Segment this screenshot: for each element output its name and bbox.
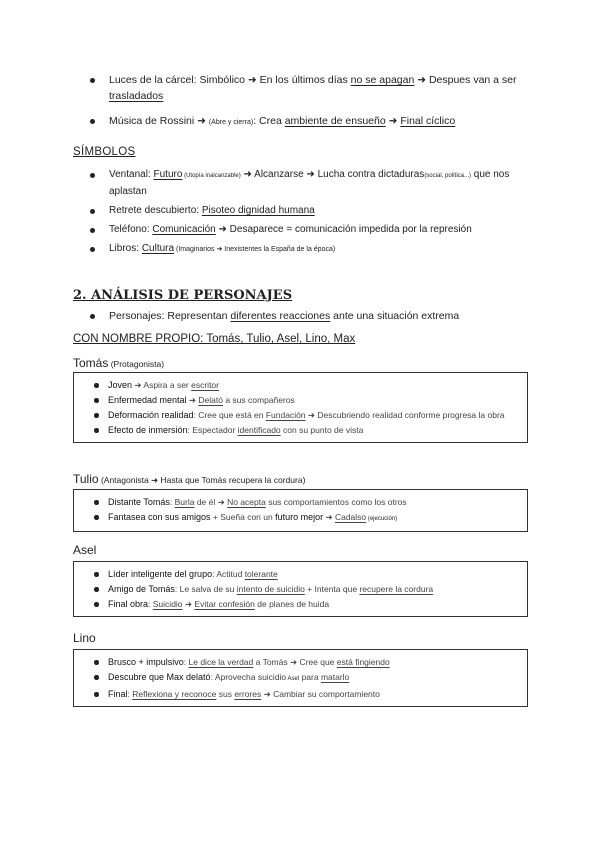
list-item: Teléfono: Comunicación ➜ Desaparece = comunicación impedida por la represión bbox=[90, 222, 540, 237]
character-box-tomas bbox=[73, 372, 528, 443]
named-characters-heading: CON NOMBRE PROPIO: Tomás, Tulio, Asel, Lino, Max bbox=[73, 333, 356, 345]
list-item: Final obra: Suicidio ➜ Evitar confesión de planes de huida bbox=[94, 597, 517, 612]
item-label: Luces de la cárcel bbox=[109, 74, 194, 86]
scenography-list bbox=[90, 72, 560, 140]
item-label: Música de Rossini bbox=[109, 115, 195, 127]
list-item: Descubre que Max delató: Aprovecha suicidio Asel para matarlo bbox=[94, 670, 517, 687]
list-item: Amigo de Tomás: Le salva de su intento de suicidio + Intenta que recupere la cordura bbox=[94, 582, 517, 597]
symbols-list bbox=[90, 167, 540, 261]
list-item: Música de Rossini ➜ (Abre y cierra): Crea ambiente de ensueño ➜ Final cíclico bbox=[90, 113, 560, 131]
list-item: Personajes: Representan diferentes reacciones ante una situación extrema bbox=[90, 308, 530, 324]
analysis-heading: 2. ANÁLISIS DE PERSONAJES bbox=[73, 288, 293, 303]
character-heading-asel: Asel bbox=[73, 543, 97, 557]
list-item: Deformación realidad: Cree que está en Fundación ➜ Descubriendo realidad conforme progresa la obra bbox=[94, 408, 517, 423]
personajes-list bbox=[90, 308, 530, 324]
character-box-lino bbox=[73, 649, 528, 707]
list-item: Final: Reflexiona y reconoce sus errores ➜ Cambiar su comportamiento bbox=[94, 687, 517, 702]
list-item: Líder inteligente del grupo: Actitud tolerante bbox=[94, 567, 517, 582]
list-item: Enfermedad mental ➜ Delató a sus compañeros bbox=[94, 393, 517, 408]
character-box-asel bbox=[73, 561, 528, 617]
list-item: Brusco + impulsivo: Le dice la verdad a Tomás ➜ Cree que está fingiendo bbox=[94, 655, 517, 670]
symbols-heading: SÍMBOLOS bbox=[73, 146, 136, 158]
list-item: Distante Tomás: Burla de él ➜ No acepta sus comportamientos como los otros bbox=[94, 495, 517, 510]
character-box-tulio bbox=[73, 489, 528, 532]
character-heading-lino: Lino bbox=[73, 631, 96, 645]
list-item: Joven ➜ Aspira a ser escritor bbox=[94, 378, 517, 393]
list-item: Luces de la cárcel: Simbólico ➜ En los últimos días no se apagan ➜ Despues van a ser trasladados bbox=[90, 72, 560, 104]
character-heading-tulio: Tulio (Antagonista ➜ Hasta que Tomás recupera la cordura) bbox=[73, 472, 306, 486]
list-item: Retrete descubierto: Pisoteo dignidad humana bbox=[90, 203, 540, 218]
list-item: Efecto de inmersión: Espectador identificado con su punto de vista bbox=[94, 423, 517, 438]
character-heading-tomas: Tomás (Protagonista) bbox=[73, 356, 165, 370]
list-item: Libros: Cultura (Imaginarios ➜ Inexistentes la España de la época) bbox=[90, 241, 540, 257]
list-item: Fantasea con sus amigos + Sueña con un futuro mejor ➜ Cadalso (ejecución) bbox=[94, 510, 517, 527]
list-item: Ventanal: Futuro (Utopía inalcanzable) ➜ Alcanzarse ➜ Lucha contra dictaduras(social, política...) que nos aplastan bbox=[90, 167, 540, 199]
